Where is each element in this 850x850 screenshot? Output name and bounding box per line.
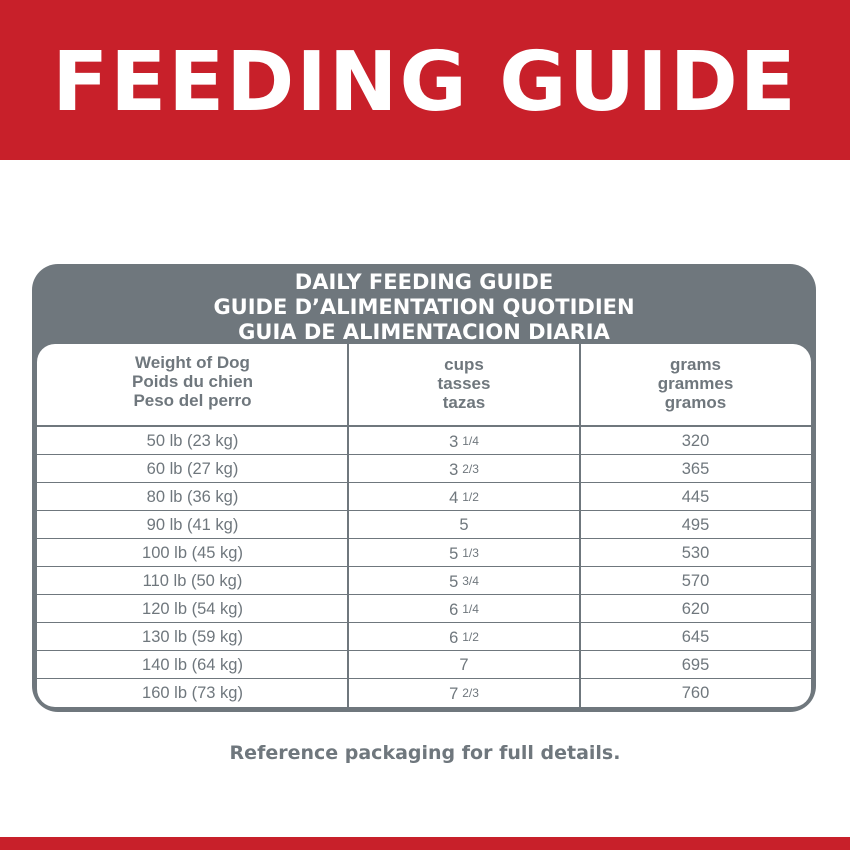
grams-cell: 320	[681, 432, 710, 450]
cups-whole: 7	[449, 685, 459, 703]
cups-cell	[348, 567, 580, 595]
cups-whole: 3	[449, 461, 459, 479]
cups-whole: 4	[449, 489, 459, 507]
grams-cell: 645	[681, 628, 710, 646]
cups-fraction: 1/4	[462, 434, 479, 448]
column-header-weight-fr: Poids du chien	[132, 372, 253, 391]
weight-cell: 50 lb (23 kg)	[146, 432, 239, 450]
bottom-accent-bar	[0, 837, 850, 850]
grams-cell: 760	[681, 684, 710, 702]
weight-cell: 60 lb (27 kg)	[146, 460, 239, 478]
cups-cell	[348, 539, 580, 567]
feeding-table	[37, 344, 811, 707]
cups-whole: 5	[449, 545, 459, 563]
cups-fraction: 1/2	[462, 490, 479, 504]
grams-cell: 365	[681, 460, 710, 478]
cups-fraction: 2/3	[462, 462, 479, 476]
cups-cell	[348, 511, 580, 539]
cups-fraction: 1/3	[462, 546, 479, 560]
weight-cell: 140 lb (64 kg)	[142, 656, 243, 674]
column-header-cups-es: tazas	[442, 393, 486, 412]
card-header	[32, 270, 816, 345]
column-header-weight	[37, 344, 348, 425]
header-banner	[0, 0, 850, 160]
cups-cell	[348, 427, 580, 455]
column-divider	[579, 344, 581, 707]
column-header-cups	[348, 344, 580, 425]
grams-cell: 620	[681, 600, 710, 618]
table-row	[37, 455, 811, 483]
feeding-guide-card	[32, 264, 816, 712]
table-row	[37, 679, 811, 707]
column-header-grams	[580, 344, 811, 425]
table-header-row	[37, 344, 811, 427]
card-header-line-es: GUIA DE ALIMENTACION DIARIA	[238, 320, 610, 344]
cups-cell	[348, 651, 580, 679]
cups-fraction: 3/4	[462, 574, 479, 588]
table-row	[37, 427, 811, 455]
table-row	[37, 595, 811, 623]
cups-whole: 5	[459, 516, 469, 534]
table-row	[37, 511, 811, 539]
page-title: FEEDING GUIDE	[52, 35, 798, 130]
column-divider	[347, 344, 349, 707]
grams-cell: 495	[681, 516, 710, 534]
cups-whole: 3	[449, 433, 459, 451]
cups-cell	[348, 455, 580, 483]
column-header-cups-en: cups	[444, 355, 484, 374]
cups-whole: 6	[449, 601, 459, 619]
column-header-cups-fr: tasses	[437, 374, 491, 393]
column-header-grams-fr: grammes	[657, 374, 734, 393]
grams-cell: 445	[681, 488, 710, 506]
cups-fraction: 1/2	[462, 630, 479, 644]
table-row	[37, 483, 811, 511]
weight-cell: 100 lb (45 kg)	[142, 544, 243, 562]
cups-whole: 6	[449, 629, 459, 647]
cups-cell	[348, 595, 580, 623]
weight-cell: 160 lb (73 kg)	[142, 684, 243, 702]
weight-cell: 120 lb (54 kg)	[142, 600, 243, 618]
cups-cell	[348, 679, 580, 707]
table-row	[37, 539, 811, 567]
column-header-grams-en: grams	[669, 355, 722, 374]
column-header-weight-es: Peso del perro	[133, 391, 252, 410]
weight-cell: 90 lb (41 kg)	[146, 516, 239, 534]
table-row	[37, 623, 811, 651]
weight-cell: 130 lb (59 kg)	[142, 628, 243, 646]
card-header-line-en: DAILY FEEDING GUIDE	[294, 270, 554, 294]
grams-cell: 695	[681, 656, 710, 674]
card-header-line-fr: GUIDE D’ALIMENTATION QUOTIDIEN	[213, 295, 635, 319]
cups-cell	[348, 623, 580, 651]
column-header-weight-en: Weight of Dog	[135, 353, 250, 372]
table-body	[37, 427, 811, 707]
footer-note: Reference packaging for full details.	[229, 742, 621, 764]
cups-whole: 5	[449, 573, 459, 591]
cups-fraction: 2/3	[462, 686, 479, 700]
weight-cell: 110 lb (50 kg)	[142, 572, 243, 590]
weight-cell: 80 lb (36 kg)	[146, 488, 239, 506]
table-row	[37, 651, 811, 679]
column-header-grams-es: gramos	[664, 393, 727, 412]
table-row	[37, 567, 811, 595]
cups-whole: 7	[459, 656, 469, 674]
cups-fraction: 1/4	[462, 602, 479, 616]
grams-cell: 530	[681, 544, 710, 562]
grams-cell: 570	[681, 572, 710, 590]
cups-cell	[348, 483, 580, 511]
